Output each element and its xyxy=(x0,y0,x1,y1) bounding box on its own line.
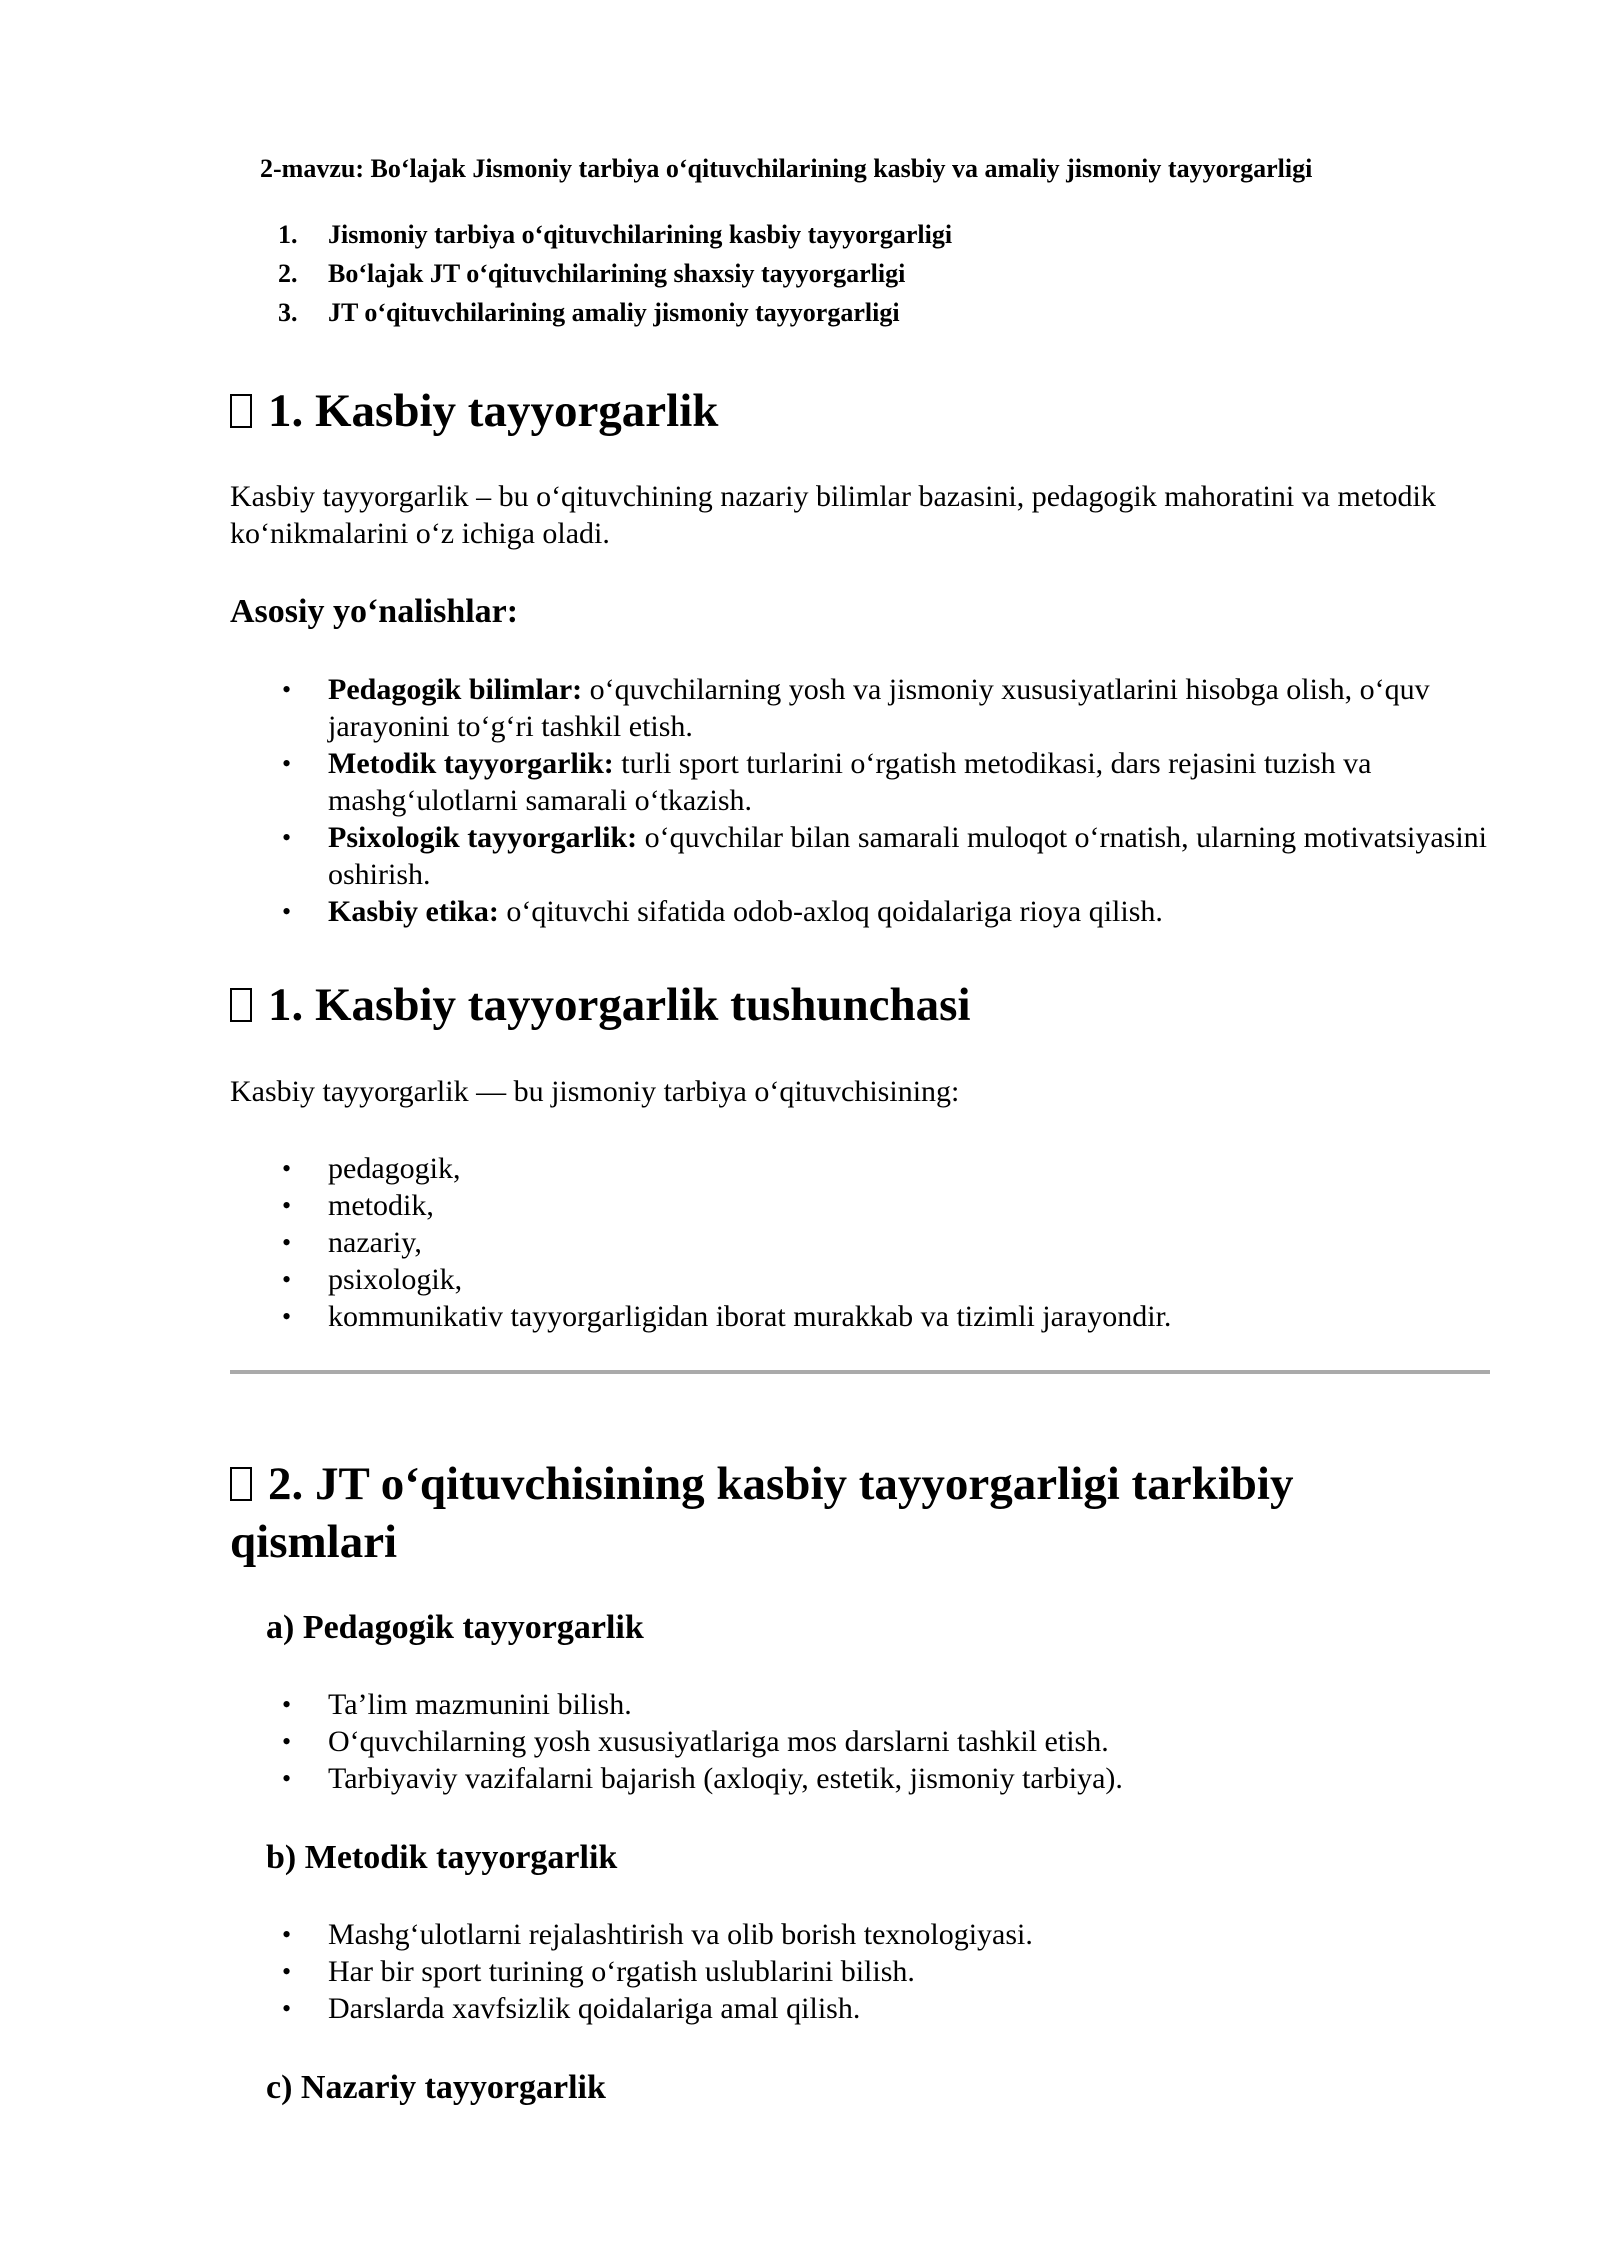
section-heading-text: 1. Kasbiy tayyorgarlik xyxy=(268,385,719,437)
section-heading-text: 2. JT o‘qituvchisining kasbiy tayyorgarligi tarkibiy xyxy=(268,1458,1294,1510)
list-item: • Ta’lim mazmunini bilish. xyxy=(230,1686,1490,1723)
plan-item-text: Jismoniy tarbiya o‘qituvchilarining kasbiy tayyorgarligi xyxy=(328,220,953,249)
subheading: a) Pedagogik tayyorgarlik xyxy=(266,1609,644,1646)
section-intro: Kasbiy tayyorgarlik — bu jismoniy tarbiya o‘qituvchisining: xyxy=(230,1075,960,1108)
item-text: turli sport turlarini o‘rgatish metodikasi, dars rejasini tuzish va mashg‘ulotlarni samarali o‘tkazish. xyxy=(328,747,1372,817)
list-item xyxy=(230,893,1490,930)
section-heading-continued: qismlari xyxy=(230,1516,398,1568)
list-item: • Har bir sport turining o‘rgatish uslublarini bilish. xyxy=(230,1953,1490,1990)
plan-item-text: JT o‘qituvchilarining amaliy jismoniy tayyorgarligi xyxy=(328,298,900,327)
item-label: Psixologik tayyorgarlik: xyxy=(328,821,638,854)
list-item: • O‘quvchilarning yosh xususiyatlariga mos darslarni tashkil etish. xyxy=(230,1723,1490,1760)
list-item: • Mashg‘ulotlarni rejalashtirish va olib borish texnologiyasi. xyxy=(230,1916,1490,1953)
item-text: o‘qituvchi sifatida odob-axloq qoidalariga rioya qilish. xyxy=(498,895,1163,928)
list-item xyxy=(230,745,1490,819)
bullet-list xyxy=(230,1686,1490,1797)
topic-title: 2-mavzu: Bo‘lajak Jismoniy tarbiya o‘qituvchilarining kasbiy va amaliy jismoniy tayyorgarligi xyxy=(260,154,1313,183)
list-item xyxy=(230,671,1490,745)
section-intro: Kasbiy tayyorgarlik – bu o‘qituvchining nazariy bilimlar bazasini, pedagogik mahoratini va metodik ko‘nikmalarini o‘z ichiga oladi. xyxy=(230,480,1436,550)
subheading: b) Metodik tayyorgarlik xyxy=(266,1839,618,1876)
section-heading xyxy=(230,976,971,1034)
item-text: o‘quvchilarning yosh va jismoniy xususiyatlarini hisobga olish, o‘quv jarayonini to‘g‘ri tashkil etish. xyxy=(328,673,1430,743)
item-label: Pedagogik bilimlar: xyxy=(328,673,583,706)
list-item: • Tarbiyaviy vazifalarni bajarish (axloqiy, estetik, jismoniy tarbiya). xyxy=(230,1760,1490,1797)
list-item: • Darslarda xavfsizlik qoidalariga amal qilish. xyxy=(230,1990,1490,2027)
section-heading xyxy=(230,1455,1293,1513)
subheading: c) Nazariy tayyorgarlik xyxy=(266,2069,606,2106)
item-text: o‘quvchilar bilan samarali muloqot o‘rnatish, ularning motivatsiyasini oshirish. xyxy=(328,821,1487,891)
list-item: • kommunikativ tayyorgarligidan iborat murakkab va tizimli jarayondir. xyxy=(230,1298,1490,1335)
section-heading-text: 1. Kasbiy tayyorgarlik tushunchasi xyxy=(268,979,971,1031)
horizontal-divider xyxy=(230,1370,1490,1374)
list-item: • psixologik, xyxy=(230,1261,1490,1298)
item-label: Kasbiy etika: xyxy=(328,895,499,928)
list-item: • metodik, xyxy=(230,1187,1490,1224)
missing-glyph-icon xyxy=(230,394,252,428)
plan-item-number: 2. xyxy=(278,259,298,288)
subheading: Asosiy yo‘nalishlar: xyxy=(230,593,519,630)
bullet-list xyxy=(230,1150,1490,1335)
list-item: • pedagogik, xyxy=(230,1150,1490,1187)
plan-item-number: 1. xyxy=(278,220,298,249)
bullet-list xyxy=(230,671,1490,930)
section-heading xyxy=(230,382,718,440)
list-item: • nazariy, xyxy=(230,1224,1490,1261)
plan-item-text: Bo‘lajak JT o‘qituvchilarining shaxsiy tayyorgarligi xyxy=(328,259,906,288)
bullet-list xyxy=(230,1916,1490,2027)
missing-glyph-icon xyxy=(230,988,252,1022)
missing-glyph-icon xyxy=(230,1467,252,1501)
plan-item-number: 3. xyxy=(278,298,298,327)
item-label: Metodik tayyorgarlik: xyxy=(328,747,614,780)
list-item xyxy=(230,819,1490,893)
